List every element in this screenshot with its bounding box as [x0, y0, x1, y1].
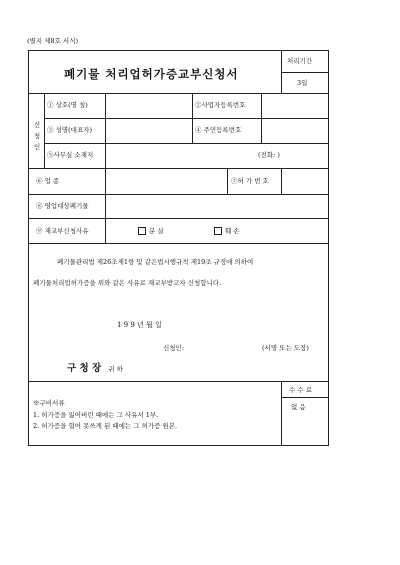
processing-period-value: 3일: [297, 79, 308, 87]
permit-no-field[interactable]: [282, 169, 328, 193]
addressee-name: 구 청 장: [67, 363, 102, 374]
processing-period-label: 처리기간: [287, 57, 313, 65]
signature-or-seal-label: (서명 또는 도장): [262, 344, 309, 352]
field-label-office-address: ⑤사무실 소재지: [47, 151, 94, 159]
field-label-reissue-reason: ⑨ 재교부신청사유: [36, 227, 89, 235]
fee-value: 없 음: [291, 403, 306, 411]
target-waste-field[interactable]: [106, 195, 328, 217]
company-name-field[interactable]: [106, 94, 191, 117]
applicant-section-label: 신 청 인: [33, 121, 41, 151]
divider: [28, 243, 329, 244]
divider: [281, 50, 282, 93]
addressee: [67, 356, 123, 375]
statement-line-1: 폐기물관리법 제26조제1항 및 같은법시행규칙 제19조 규정에 의하여: [57, 258, 254, 266]
field-label-target-waste: ⑧ 영업대상폐기물: [36, 202, 89, 210]
divider: [28, 381, 329, 382]
business-reg-no-field[interactable]: [262, 94, 328, 117]
field-label-company-name: ① 상호(명 칭): [47, 101, 88, 109]
divider: [44, 93, 45, 168]
form-number-label: (별지 제8호 서식): [27, 37, 79, 45]
divider: [281, 381, 282, 446]
field-label-representative: ③ 성명(대표자): [47, 126, 93, 134]
office-address-field[interactable]: [106, 144, 256, 167]
application-date: 1 9 9 년 월 일: [117, 321, 162, 329]
required-documents-title: ※구비서류: [33, 399, 65, 407]
checkbox-icon: [214, 227, 222, 235]
business-type-field[interactable]: [106, 169, 226, 193]
field-label-resident-no: ④ 주민등록번호: [195, 126, 242, 134]
statement-line-2: 폐기물처리업허가증을 위와 같은 사유로 재교부받고자 신청합니다.: [33, 279, 222, 287]
divider: [227, 168, 228, 194]
phone-label: (전화: ): [258, 151, 280, 159]
divider: [281, 72, 329, 73]
divider: [192, 93, 193, 143]
field-label-business-type: ⑥ 업 종: [36, 177, 60, 185]
field-label-business-reg-no: ②사업자등록번호: [195, 101, 246, 109]
reason-lost-checkbox[interactable]: 분 실: [138, 227, 164, 235]
resident-no-field[interactable]: [262, 119, 328, 142]
divider: [281, 397, 329, 398]
required-document-2: 2. 허가증을 헐어 못쓰게 된 때에는 그 허가증 원본.: [33, 422, 178, 430]
applicant-signature-label: 신청인:: [163, 344, 185, 352]
divider: [28, 218, 329, 219]
field-label-permit-no: ⑦허 가 번 호: [231, 177, 269, 185]
representative-field[interactable]: [106, 119, 191, 142]
addressee-honorific: 귀 하: [108, 365, 123, 373]
fee-label: 수 수 료: [289, 386, 312, 394]
required-document-1: 1. 허가증을 잃어버린 때에는 그 사유서 1부.: [33, 411, 159, 419]
reason-damaged-checkbox[interactable]: 훼 손: [214, 227, 240, 235]
form-title: 폐기물 처리업허가증교부신청서: [64, 67, 239, 81]
checkbox-icon: [138, 227, 146, 235]
